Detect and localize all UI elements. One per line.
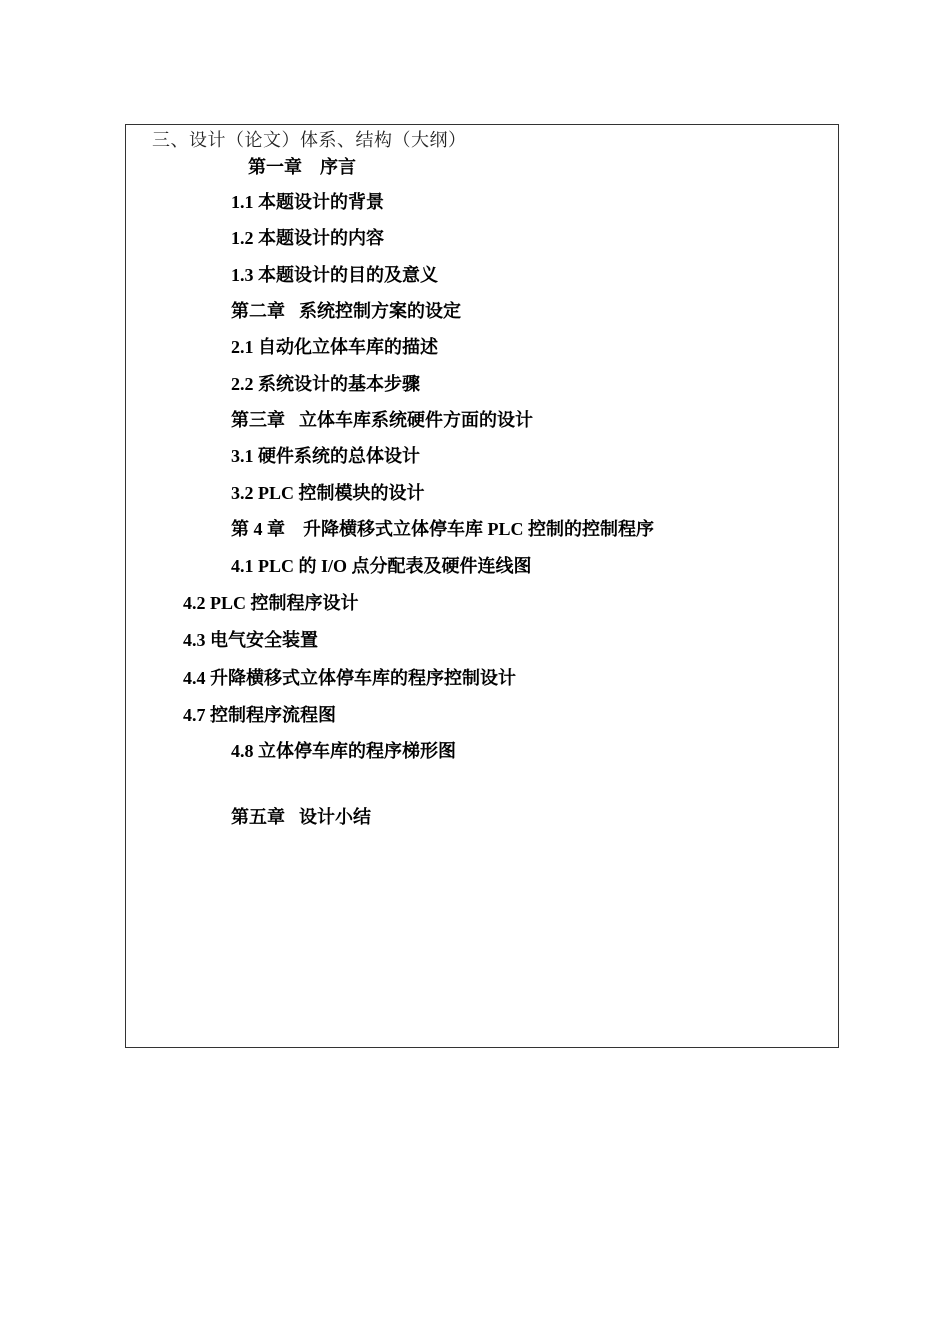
chapter-2-title: 系统控制方案的设定 [299,301,461,321]
section-3-1: 3.1 硬件系统的总体设计 [231,446,420,466]
section-4-3: 4.3 电气安全装置 [183,630,318,650]
section-4-2: 4.2 PLC 控制程序设计 [183,593,359,613]
chapter-2 [231,297,461,323]
section-1-3: 1.3 本题设计的目的及意义 [231,265,438,285]
section-4-8: 4.8 立体停车库的程序梯形图 [231,741,456,761]
chapter-2-number: 第二章 [231,301,285,321]
chapter-4-title: 升降横移式立体停车库 PLC 控制的控制程序 [303,519,654,539]
section-4-4: 4.4 升降横移式立体停车库的程序控制设计 [183,668,516,688]
chapter-1-title: 序言 [320,157,356,177]
section-4-7: 4.7 控制程序流程图 [183,705,336,725]
chapter-5 [231,803,371,829]
chapter-3-number: 第三章 [231,410,285,430]
chapter-3 [231,406,533,432]
section-1-1: 1.1 本题设计的背景 [231,192,384,212]
chapter-5-title: 设计小结 [299,807,371,827]
chapter-4-number: 第 4 章 [231,519,285,539]
section-4-1: 4.1 PLC 的 I/O 点分配表及硬件连线图 [231,556,532,576]
chapter-1-number: 第一章 [248,157,302,177]
section-heading: 三、设计（论文）体系、结构（大纲） [152,130,467,151]
section-2-1: 2.1 自动化立体车库的描述 [231,337,438,357]
chapter-1 [248,153,356,179]
section-1-2: 1.2 本题设计的内容 [231,228,384,248]
section-3-2: 3.2 PLC 控制模块的设计 [231,483,425,503]
chapter-5-number: 第五章 [231,807,285,827]
section-2-2: 2.2 系统设计的基本步骤 [231,374,420,394]
chapter-3-title: 立体车库系统硬件方面的设计 [299,410,533,430]
chapter-4 [231,515,654,541]
